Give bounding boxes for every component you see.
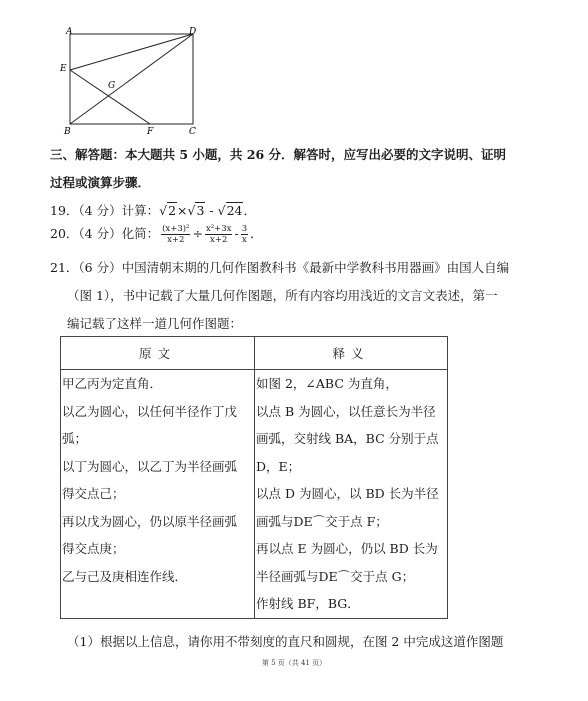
- original-line: 甲乙丙为定直角．: [62, 376, 163, 391]
- header-explanation: 释义: [255, 337, 448, 370]
- question-21-line2: （图 1），书中记载了大量几何作图题，所有内容均用浅近的文言文表述，第一: [67, 288, 498, 303]
- explanation-line: 以点 B 为圆心，以任意长为半径: [256, 403, 436, 419]
- original-line: 弧；: [62, 431, 88, 446]
- explanation-line: 如图 2，∠ABC 为直角，: [256, 376, 398, 391]
- sqrt-24: √24: [217, 203, 243, 218]
- header-original: 原文: [61, 337, 255, 370]
- original-line: 乙与己及庚相连作线．: [62, 568, 188, 584]
- explanation-line: 半径画弧与DE⌒交于点 G；: [256, 568, 415, 584]
- label-g: G: [108, 81, 116, 91]
- original-line: 得交点庚；: [62, 541, 125, 556]
- original-line: 再以戊为圆心，仍以原半径画弧: [62, 513, 238, 529]
- question-21-part1: （1）根据以上信息，请你用不带刻度的直尺和圆规，在图 2 中完成这道作图题: [67, 634, 504, 649]
- sqrt-2: √2: [159, 203, 177, 218]
- original-text-cell: [61, 370, 255, 619]
- sqrt-3: √3: [187, 203, 205, 218]
- q19-end: ．: [243, 203, 256, 218]
- explanation-text-cell: [255, 370, 448, 619]
- original-line: 以乙为圆心，以任何半径作丁戊: [62, 403, 238, 419]
- fraction-2: $\frac{\text{x²+3x}}{x+2}$: [205, 224, 232, 245]
- label-a: A: [66, 27, 73, 37]
- label-c: C: [189, 127, 196, 137]
- q19-prefix: 19．（4 分）计算：: [50, 203, 160, 218]
- question-21-line3: 编记载了这样一道几何作图题：: [67, 316, 243, 331]
- explanation-line: 作射线 BF，BG．: [256, 596, 360, 611]
- fraction-1: $\frac{\text{(x+3)²}}{x+2}$: [162, 224, 190, 245]
- original-line: 以丁为圆心，以乙丁为半径画弧: [62, 458, 238, 474]
- section-heading-line2: 过程或演算步骤．: [50, 175, 151, 190]
- explanation-line: D，E；: [256, 458, 301, 474]
- minus-sign: -: [205, 203, 218, 218]
- label-b: B: [64, 127, 71, 137]
- question-19: [50, 201, 256, 219]
- label-f: F: [147, 127, 154, 137]
- explanation-line: 以点 D 为圆心，以 BD 长为半径: [256, 486, 439, 501]
- translation-table: [60, 336, 448, 619]
- explanation-line: 再以点 E 为圆心，仍以 BD 长为: [256, 541, 438, 556]
- divide-sign: ÷: [192, 226, 203, 241]
- explanation-line: 画弧与DE⌒交于点 F；: [256, 513, 388, 529]
- label-e: E: [60, 64, 67, 74]
- page-footer: 第 5 页（共 41 页）: [261, 659, 327, 667]
- geometry-figure: [50, 24, 210, 140]
- original-line: 得交点己；: [62, 486, 125, 501]
- minus-sign: -: [234, 226, 239, 241]
- times-sign: ×: [177, 203, 188, 218]
- explanation-line: 画弧，交射线 BA，BC 分别于点: [256, 431, 439, 446]
- label-d: D: [189, 27, 197, 37]
- question-20: [50, 224, 263, 245]
- section-heading-line1: 三、解答题：本大题共 5 小题，共 26 分．解答时，应写出必要的文字说明、证明: [50, 147, 507, 162]
- q20-prefix: 20．（4 分）化简：: [50, 226, 160, 241]
- fraction-3: $\frac{3}{x}$: [241, 224, 248, 245]
- q20-end: ．: [250, 226, 263, 241]
- question-21-line1: 21．（6 分）中国清朝末期的几何作图教科书《最新中学教科书用器画》由国人自编: [50, 260, 510, 275]
